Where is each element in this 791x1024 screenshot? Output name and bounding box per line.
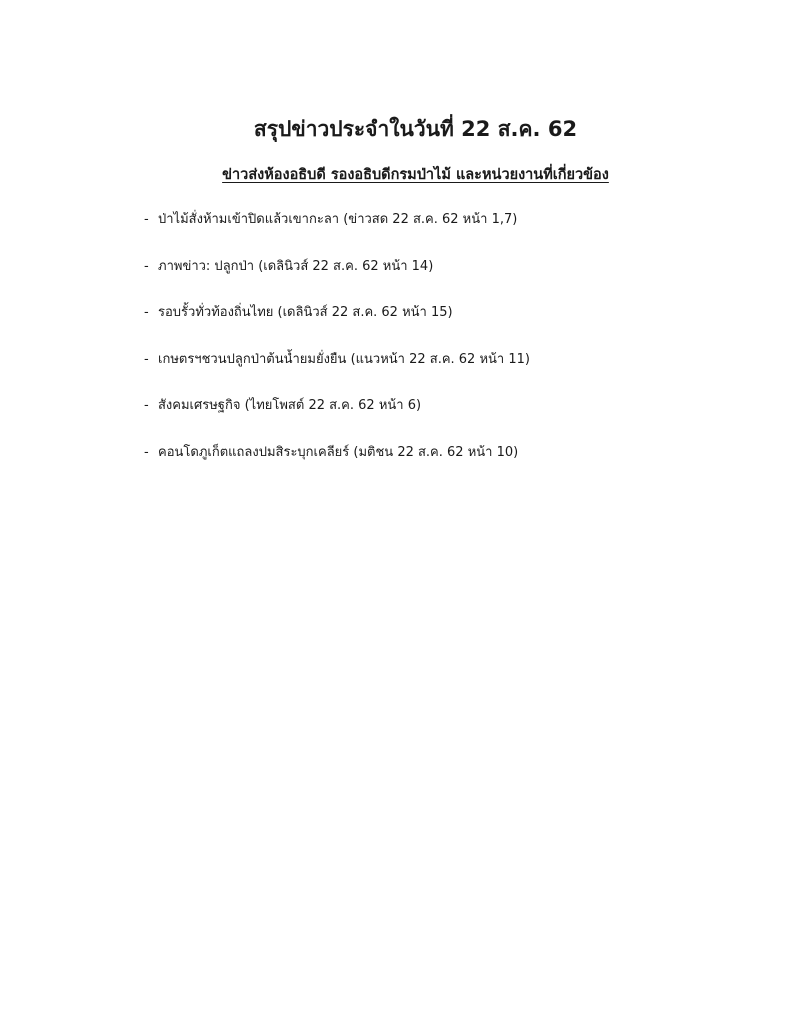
list-item xyxy=(144,396,530,443)
list-item xyxy=(144,210,530,257)
document-title: สรุปข่าวประจำในวันที่ 22 ส.ค. 62 xyxy=(253,117,578,141)
list-item xyxy=(144,350,530,397)
news-item-text: ภาพข่าว: ปลูกป่า (เดลินิวส์ 22 ส.ค. 62 หน้า 14) xyxy=(158,258,434,274)
news-item-text: รอบรั้วทั่วท้องถิ่นไทย (เดลินิวส์ 22 ส.ค. 62 หน้า 15) xyxy=(158,305,453,320)
document-subtitle: ข่าวส่งห้องอธิบดี รองอธิบดีกรมป่าไม้ และหน่วยงานที่เกี่ยวข้อง xyxy=(222,167,609,183)
bullet-dash: - xyxy=(144,398,149,413)
list-item xyxy=(144,443,530,490)
news-list xyxy=(144,210,530,489)
list-item xyxy=(144,257,530,304)
bullet-dash: - xyxy=(144,444,149,460)
news-item-text: สังคมเศรษฐกิจ (ไทยโพสต์ 22 ส.ค. 62 หน้า 6) xyxy=(158,398,422,413)
news-item-text: เกษตรฯชวนปลูกป่าต้นน้ำยมยั่งยืน (แนวหน้า 22 ส.ค. 62 หน้า 11) xyxy=(158,351,530,367)
bullet-dash: - xyxy=(144,212,149,227)
list-item xyxy=(144,303,530,350)
news-item-text: คอนโดภูเก็ตแถลงปมสิระบุกเคลียร์ (มติชน 22 ส.ค. 62 หน้า 10) xyxy=(158,444,519,460)
news-item-text: ป่าไม้สั่งห้ามเข้าปิดแล้วเขากะลา (ข่าวสด 22 ส.ค. 62 หน้า 1,7) xyxy=(158,212,518,227)
bullet-dash: - xyxy=(144,305,149,320)
bullet-dash: - xyxy=(144,351,149,367)
bullet-dash: - xyxy=(144,258,149,274)
